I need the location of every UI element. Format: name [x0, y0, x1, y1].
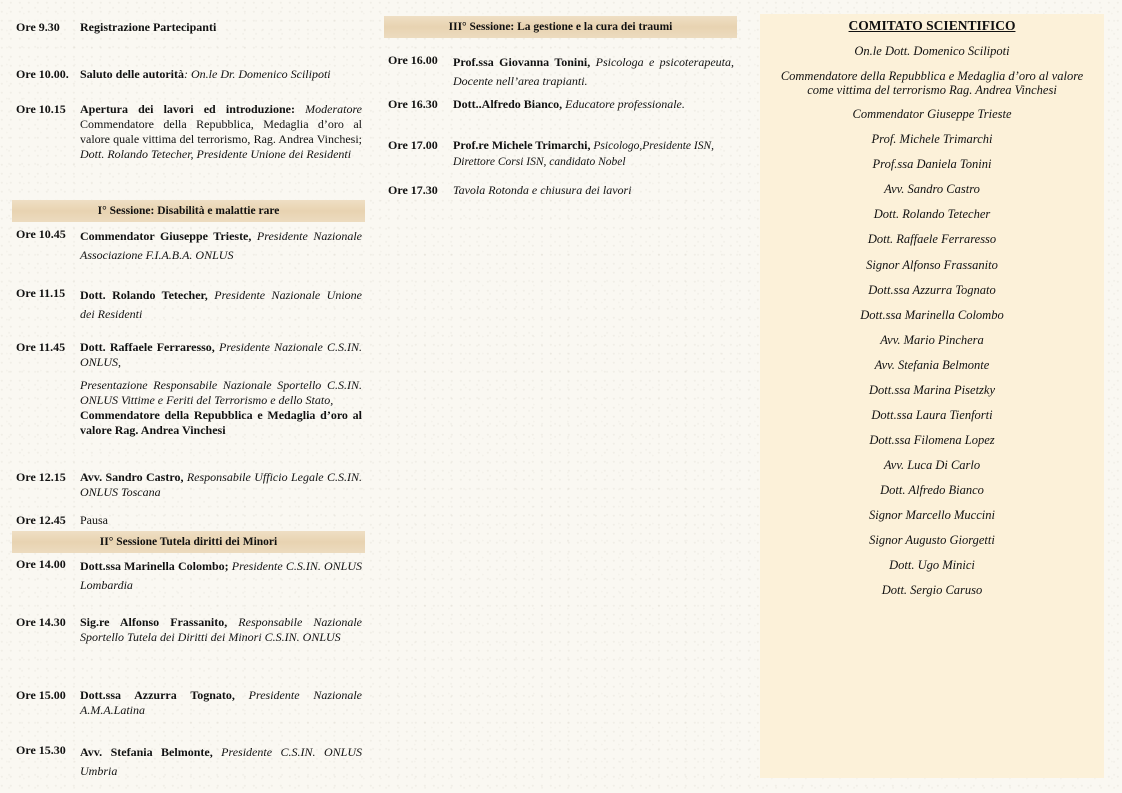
program-entry-1145-detail: [80, 378, 362, 438]
entry-subtitle: : On.le Dr. Domenico Scilipoti: [184, 67, 331, 81]
entry-subtitle: Presidente C.S.IN. ONLUS Umbria: [80, 745, 362, 778]
entry-description: [80, 378, 362, 438]
entry-title: Apertura dei lavori ed introduzione:: [80, 102, 295, 116]
entry-subtitle: Psicologo,Presidente ISN, Direttore Corsi ISN, candidato Nobel: [453, 140, 715, 168]
entry-title: Dott. Rolando Tetecher,: [80, 288, 208, 302]
session-2-header: II° Sessione Tutela diritti dei Minori: [12, 531, 365, 553]
entry-description: [80, 102, 362, 162]
committee-member: Prof.ssa Daniela Tonini: [872, 157, 992, 171]
entry-presentation: Presentazione Responsabile Nazionale Sportello C.S.IN. ONLUS Vittime e Feriti del Terrorismo e dello Stato,: [80, 378, 362, 407]
committee-member: Commendator Giuseppe Trieste: [852, 107, 1012, 121]
entry-subtitle: Responsabile Ufficio Legale C.S.IN. ONLUS Toscana: [80, 470, 363, 499]
committee-member: Dott. Ugo Minici: [889, 558, 975, 572]
entry-description: [80, 227, 362, 265]
entry-title: Dott. Raffaele Ferraresso,: [80, 340, 215, 354]
entry-title: Tavola Rotonda e chiusura dei lavori: [453, 183, 632, 197]
entry-subtitle: Presidente C.S.IN. ONLUS Lombardia: [80, 559, 362, 592]
program-entry-1530: [16, 743, 362, 781]
entry-role: Moderatore: [294, 102, 362, 116]
entry-time: Ore 14.00: [16, 557, 66, 571]
program-entry-1730: [388, 183, 734, 198]
entry-title: Saluto delle autorità: [80, 67, 184, 81]
committee-member: Dott. Alfredo Bianco: [880, 483, 984, 497]
entry-subtitle: Responsabile Nazionale Sportello Tutela dei Diritti dei Minori C.S.IN. ONLUS: [80, 615, 362, 644]
entry-honoree: Commendatore della Repubblica e Medaglia d’oro al valore Rag. Andrea Vinchesi: [80, 408, 362, 437]
entry-subtitle: Presidente Nazionale Unione dei Residenti: [80, 288, 363, 321]
program-entry-1245: [16, 513, 362, 528]
entry-time: Ore 17.30: [388, 183, 438, 197]
entry-title: Prof.ssa Giovanna Tonini,: [453, 55, 591, 69]
entry-time: Ore 12.45: [16, 513, 66, 527]
committee-member: Dott. Rolando Tetecher: [873, 207, 991, 221]
entry-title: Dott..Alfredo Bianco,: [453, 97, 563, 111]
program-entry-1045: [16, 227, 362, 265]
committee-member: Dott.ssa Filomena Lopez: [869, 433, 995, 447]
program-entry-1400: [16, 557, 362, 595]
entry-time: Ore 15.00: [16, 688, 66, 702]
entry-title: Pausa: [80, 513, 108, 527]
program-entry-1500: [16, 688, 362, 718]
entry-title: Registrazione Partecipanti: [80, 20, 217, 34]
committee-member: Signor Augusto Giorgetti: [869, 533, 995, 547]
entry-time: Ore 11.45: [16, 340, 66, 354]
program-entry-1115: [16, 286, 362, 324]
committee-member: Dott. Raffaele Ferraresso: [867, 232, 997, 246]
entry-moderator: Commendatore della Repubblica, Medaglia d’oro al valore quale vittima del terrorismo, Rag. Andrea Vinchesi;: [80, 117, 362, 146]
entry-title: Prof.re Michele Trimarchi,: [453, 138, 591, 152]
entry-subtitle: Presidente Nazionale C.S.IN. ONLUS,: [80, 340, 362, 369]
committee-member: Dott. Sergio Caruso: [881, 583, 983, 597]
session-1-header: I° Sessione: Disabilità e malattie rare: [12, 200, 365, 222]
committee-member: Signor Alfonso Frassanito: [866, 258, 998, 272]
entry-title: Sig.re Alfonso Frassanito,: [80, 615, 228, 629]
committee-title: COMITATO SCIENTIFICO: [848, 18, 1016, 33]
program-entry-1015: [16, 102, 362, 162]
committee-member: Avv. Sandro Castro: [884, 182, 980, 196]
entry-description: [80, 286, 362, 324]
committee-member: Avv. Stefania Belmonte: [874, 358, 990, 372]
entry-description: [80, 743, 362, 781]
entry-subtitle: Psicologa e psicoterapeuta, Docente nell’area trapianti.: [453, 55, 735, 88]
committee-member: Avv. Luca Di Carlo: [883, 458, 981, 472]
program-entry-1700: [388, 138, 734, 170]
entry-subtitle: Presidente Nazionale A.M.A.Latina: [80, 688, 362, 717]
program-entry-0930: [16, 20, 362, 35]
entry-description: [453, 138, 734, 170]
committee-member: Dott.ssa Azzurra Tognato: [868, 283, 996, 297]
entry-subtitle: Presidente Nazionale Associazione F.I.A.B.A. ONLUS: [80, 229, 362, 262]
entry-time: Ore 12.15: [16, 470, 66, 484]
entry-description: [80, 557, 362, 595]
entry-time: Ore 9.30: [16, 20, 60, 34]
program-entry-1600: [388, 53, 734, 91]
entry-speaker: Dott. Rolando Tetecher, Presidente Unione dei Residenti: [80, 147, 352, 161]
entry-description: [80, 67, 362, 82]
entry-time: Ore 11.15: [16, 286, 66, 300]
entry-title: Avv. Sandro Castro,: [80, 470, 184, 484]
committee-member: Dott.ssa Marinella Colombo: [860, 308, 1004, 322]
program-entry-1145: [16, 340, 362, 370]
entry-description: [80, 470, 362, 500]
program-entry-1430: [16, 615, 362, 645]
entry-title: Avv. Stefania Belmonte,: [80, 745, 213, 759]
entry-title: Commendator Giuseppe Trieste,: [80, 229, 252, 243]
entry-time: Ore 10.15: [16, 102, 66, 116]
entry-time: Ore 17.00: [388, 138, 438, 152]
entry-time: Ore 16.00: [388, 53, 438, 67]
committee-member: Signor Marcello Muccini: [869, 508, 995, 522]
session-3-header: III° Sessione: La gestione e la cura dei traumi: [384, 16, 737, 38]
entry-time: Ore 15.30: [16, 743, 66, 757]
entry-description: [80, 615, 362, 645]
committee-member: On.le Dott. Domenico Scilipoti: [854, 44, 1010, 58]
entry-description: [453, 97, 734, 112]
entry-description: [453, 53, 734, 91]
entry-title: Dott.ssa Marinella Colombo;: [80, 559, 229, 573]
entry-description: [80, 688, 362, 718]
entry-time: Ore 10.00.: [16, 67, 69, 81]
committee-member: Dott.ssa Marina Pisetzky: [868, 383, 996, 397]
entry-description: [80, 340, 362, 370]
committee-member: Dott.ssa Laura Tienforti: [871, 408, 993, 422]
program-entry-1000: [16, 67, 362, 82]
entry-time: Ore 16.30: [388, 97, 438, 111]
program-entry-1215: [16, 470, 362, 500]
entry-time: Ore 10.45: [16, 227, 66, 241]
program-entry-1630: [388, 97, 734, 112]
committee-member: Commendatore della Repubblica e Medaglia d’oro al valore come vittima del terrorismo Rag. Andrea Vinchesi: [780, 69, 1084, 97]
committee-member: Prof. Michele Trimarchi: [871, 132, 993, 146]
entry-subtitle: Educatore professionale.: [562, 97, 685, 111]
committee-member: Avv. Mario Pinchera: [880, 333, 984, 347]
entry-time: Ore 14.30: [16, 615, 66, 629]
entry-title: Dott.ssa Azzurra Tognato,: [80, 688, 235, 702]
